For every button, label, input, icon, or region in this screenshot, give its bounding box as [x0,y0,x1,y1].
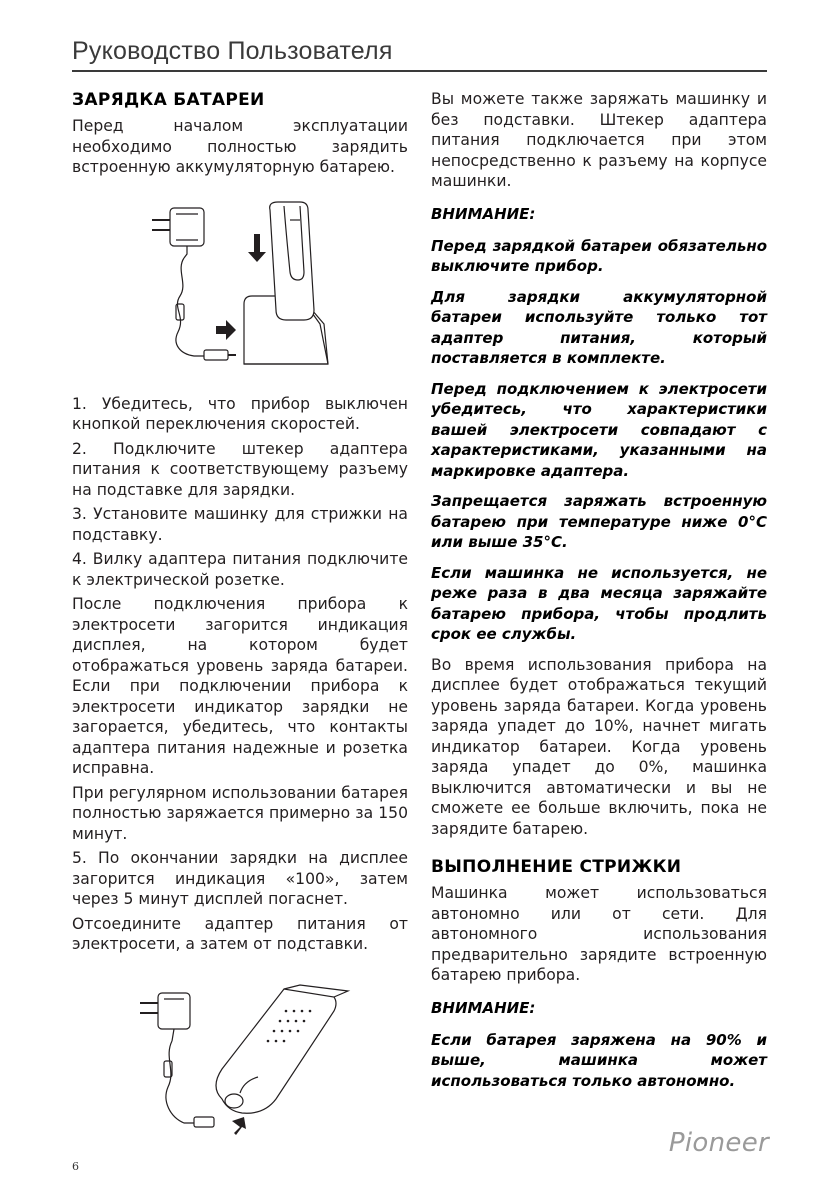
warning-1: Перед зарядкой батареи обязательно выключите прибор. [431,236,767,275]
disconnect-note: Отсоедините адаптер питания от электросети, а затем от подставки. [72,914,408,953]
warning-title: ВНИМАНИЕ: [431,204,536,223]
page-title: Руководство Пользователя [72,37,393,65]
step-2: 2. Подключите штекер адаптера питания к соответствующему разъему на подставке для зарядки. [72,439,408,499]
page-number: 6 [72,1160,79,1173]
charging-without-stand: Вы можете также заряжать машинку и без подставки. Штекер адаптера питания подключается при этом непосредственно к разъему на корпусе машинки. [431,90,767,190]
section-title-charging: ЗАРЯДКА БАТАРЕИ [72,90,265,110]
left-column [72,88,408,1151]
step-3: 3. Установите машинку для стрижки на подставку. [72,505,408,544]
charging-stand-illustration [72,192,408,382]
direct-charging-illustration [72,981,408,1151]
step-5: 5. По окончании зарядки на дисплее загорится индикация «100», затем через 5 минут дисплей погаснет. [72,849,408,908]
charging-intro: Перед началом эксплуатации необходимо полностью зарядить встроенную аккумуляторную батарею. [72,117,408,176]
charge-time-note: При регулярном использовании батарея полностью заряжается примерно за 150 минут. [72,783,408,843]
warning-2: Для зарядки аккумуляторной батареи используйте только тот адаптер питания, который поставляется в комплекте. [431,287,767,367]
haircut-text: Машинка может использоваться автономно или от сети. Для автономного использования предварительно зарядите встроенную батарею прибора. [431,884,767,984]
indicator-note: После подключения прибора к электросети загорится индикация дисплея, на котором будет отображаться уровень заряда батареи. Если при подключении прибора к электросети индикатор зарядки не загорается, убедитесь, что контакты адаптера питания надежные и розетка исправна. [72,595,408,777]
right-column [431,89,767,1091]
warning-3: Перед подключением к электросети убедитесь, что характеристики вашей электросети совпадают с характеристиками, указанными на маркировке адаптера. [431,379,767,480]
page-header [72,36,767,72]
brand-logo: Pioneer [668,1128,769,1158]
warning-5: Если машинка не используется, не реже раза в два месяца заряжайте батарею прибора, чтобы продлить срок ее службы. [431,563,767,643]
warning2-title: ВНИМАНИЕ: [431,998,536,1017]
header-divider [72,70,767,72]
step-4: 4. Вилку адаптера питания подключите к электрической розетке. [72,550,408,589]
step-1: 1. Убедитесь, что прибор выключен кнопкой переключения скоростей. [72,394,408,433]
section-title-haircut: ВЫПОЛНЕНИЕ СТРИЖКИ [431,857,682,877]
warning2-text: Если батарея заряжена на 90% и выше, машинка может использоваться только автономно. [431,1030,767,1090]
battery-usage-text: Во время использования прибора на дисплее будет отображаться текущий уровень заряда батареи. Когда уровень заряда упадет до 10%, начнет мигать индикатор батареи. Когда уровень заряда упадет до 0%, машинка выключится автоматически и вы не сможете ее больше включить, пока не зарядите батарею. [431,655,767,838]
warning-4: Запрещается заряжать встроенную батарею при температуре ниже 0°С или выше 35°С. [431,492,767,551]
